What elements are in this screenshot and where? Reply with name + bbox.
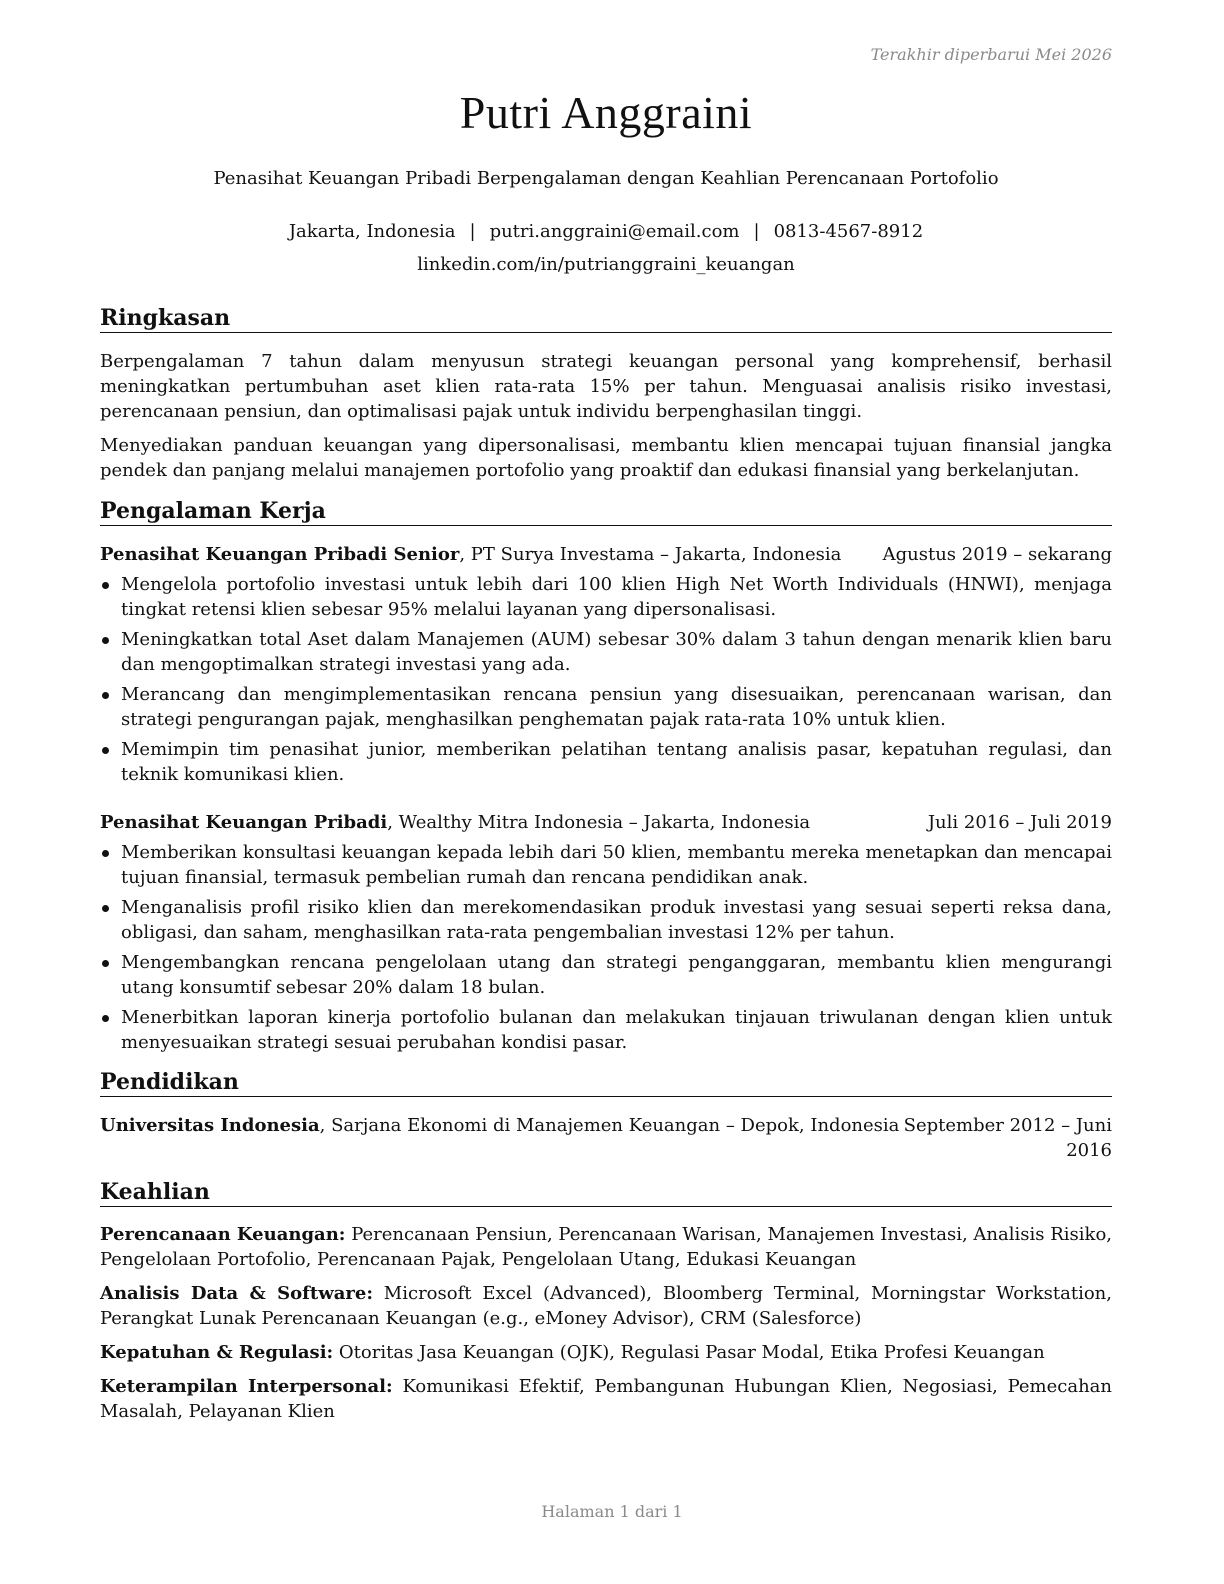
email-link[interactable]: putri.anggraini@email.com [489,221,740,242]
education-date: September 2012 – Juni 2016 [903,1115,1112,1161]
contact-separator: | [469,221,476,242]
linkedin-link[interactable]: linkedin.com/in/putrianggraini_keuangan [417,254,795,275]
list-item: Merancang dan mengimplementasikan rencana pensiun yang disesuaikan, perencanaan warisan, dan strategi pengurangan pajak, menghasilkan penghematan pajak rata-rata 10% untuk klien. [100,682,1112,732]
section-title-summary: Ringkasan [100,305,1112,333]
section-title-education: Pendidikan [100,1069,1112,1097]
skill-label: Keterampilan Interpersonal: [100,1376,393,1397]
list-item: Memberikan konsultasi keuangan kepada lebih dari 50 klien, membantu mereka menetapkan dan mencapai tujuan finansial, termasuk pembelian rumah dan rencana pendidikan anak. [100,840,1112,890]
job-header [100,810,1112,835]
job-role: Penasihat Keuangan Pribadi Senior [100,544,460,565]
list-item: Menganalisis profil risiko klien dan merekomendasikan produk investasi yang sesuai seperti reksa dana, obligasi, dan saham, menghasilkan rata-rata pengembalian investasi 12% per tahun. [100,895,1112,945]
skill-label: Analisis Data & Software: [100,1283,373,1304]
list-item: Mengembangkan rencana pengelolaan utang dan strategi penganggaran, membantu klien mengurangi utang konsumtif sebesar 20% dalam 18 bulan. [100,950,1112,1000]
school-name: Universitas Indonesia [100,1115,320,1136]
job-header [100,542,1112,567]
section-title-experience: Pengalaman Kerja [100,498,1112,526]
skill-text: Microsoft Excel (Advanced), Bloomberg Terminal, Morningstar Workstation, Perangkat Lunak Perencanaan Keuangan (e.g., eMoney Advisor), CRM (Salesforce) [100,1283,1112,1329]
skill-label: Perencanaan Keuangan: [100,1224,346,1245]
candidate-name: Putri Anggraini [459,87,753,138]
summary-paragraph-2: Menyediakan panduan keuangan yang dipersonalisasi, membantu klien mencapai tujuan finansial jangka pendek dan panjang melalui manajemen portofolio yang proaktif dan edukasi finansial yang berkelanjutan. [100,435,1112,481]
summary-paragraph-1: Berpengalaman 7 tahun dalam menyusun strategi keuangan personal yang komprehensif, berhasil meningkatkan pertumbuhan aset klien rata-rata 15% per tahun. Menguasai analisis risiko investasi, perencanaan pensiun, dan optimalisasi pajak untuk individu berpenghasilan tinggi. [100,351,1112,422]
list-item: Menerbitkan laporan kinerja portofolio bulanan dan melakukan tinjauan triwulanan dengan klien untuk menyesuaikan strategi sesuai perubahan kondisi pasar. [100,1005,1112,1055]
job-bullets [100,840,1112,1060]
degree-detail: , Sarjana Ekonomi di Manajemen Keuangan – Depok, Indonesia [319,1115,900,1136]
job-company: , Wealthy Mitra Indonesia – Jakarta, Indonesia [387,812,811,833]
skill-group [100,1222,1112,1272]
skill-text: Perencanaan Pensiun, Perencanaan Warisan, Manajemen Investasi, Analisis Risiko, Pengelolaan Portofolio, Perencanaan Pajak, Pengelolaan Utang, Edukasi Keuangan [100,1224,1113,1270]
job-date: Juli 2016 – Juli 2019 [927,812,1112,833]
list-item: Mengelola portofolio investasi untuk lebih dari 100 klien High Net Worth Individuals (HNWI), menjaga tingkat retensi klien sebesar 95% melalui layanan yang dipersonalisasi. [100,572,1112,622]
page-number: Halaman 1 dari 1 [541,1502,683,1521]
tagline: Penasihat Keuangan Pribadi Berpengalaman dengan Keahlian Perencanaan Portofolio [213,168,999,189]
location: Jakarta, Indonesia [288,221,456,242]
phone: 0813-4567-8912 [773,221,924,242]
skill-label: Kepatuhan & Regulasi: [100,1342,334,1363]
job-date: Agustus 2019 – sekarang [882,544,1112,565]
education-entry [100,1113,1112,1161]
job-company: , PT Surya Investama – Jakarta, Indonesia [459,544,842,565]
list-item: Meningkatkan total Aset dalam Manajemen (AUM) sebesar 30% dalam 3 tahun dengan menarik klien baru dan mengoptimalkan strategi investasi yang ada. [100,627,1112,677]
skill-group [100,1374,1112,1424]
contact-line [100,221,1112,242]
last-updated: Terakhir diperbarui Mei 2026 [870,45,1112,64]
job-bullets [100,572,1112,792]
job-role: Penasihat Keuangan Pribadi [100,812,388,833]
section-title-skills: Keahlian [100,1179,1112,1207]
skill-group [100,1340,1112,1365]
list-item: Memimpin tim penasihat junior, memberikan pelatihan tentang analisis pasar, kepatuhan regulasi, dan teknik komunikasi klien. [100,737,1112,787]
skill-group [100,1281,1112,1331]
skill-text: Otoritas Jasa Keuangan (OJK), Regulasi Pasar Modal, Etika Profesi Keuangan [333,1342,1045,1363]
contact-separator: | [753,221,760,242]
skill-text: Komunikasi Efektif, Pembangunan Hubungan Klien, Negosiasi, Pemecahan Masalah, Pelayanan Klien [100,1376,1112,1422]
